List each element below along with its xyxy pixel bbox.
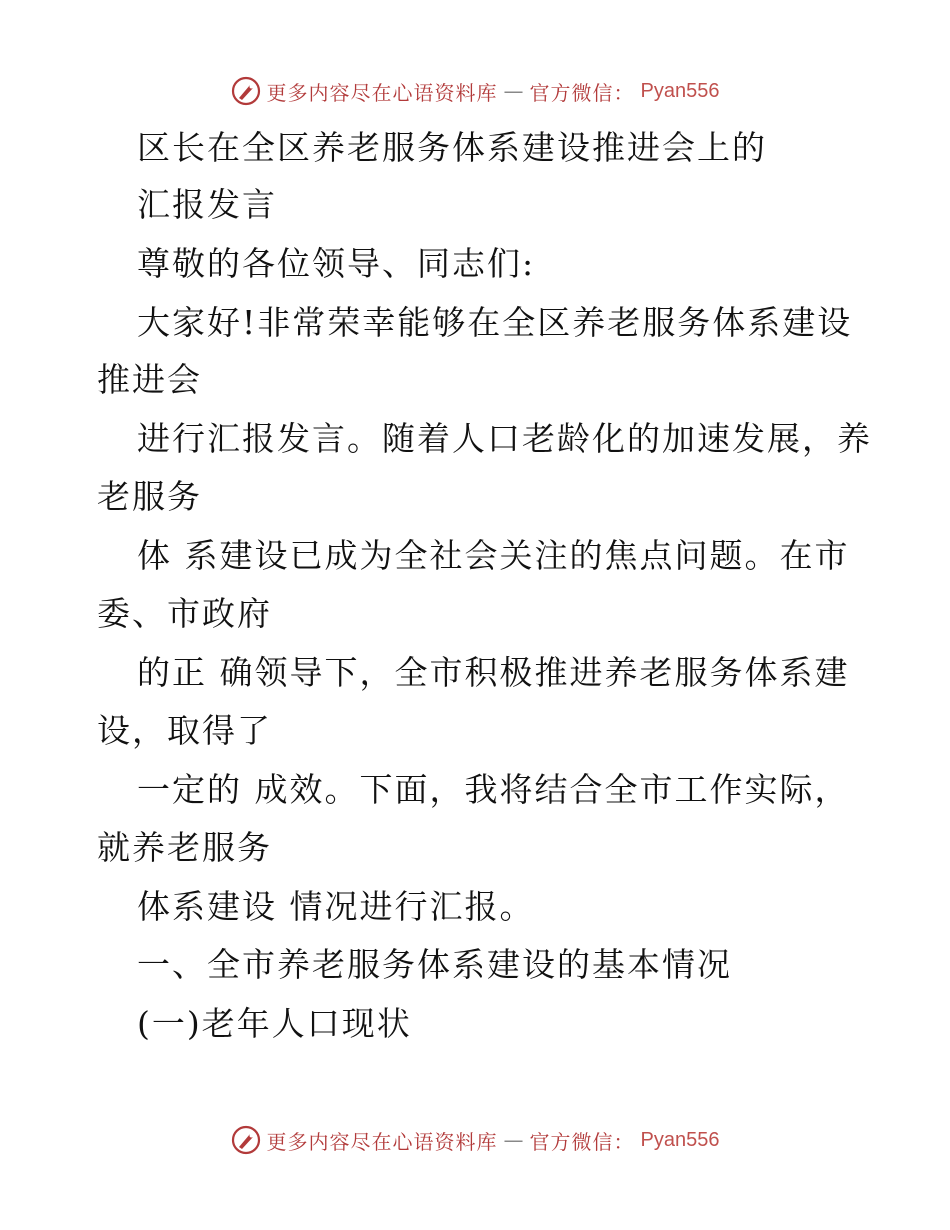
- watermark-text: 更多内容尽在心语资料库: [266, 80, 498, 105]
- pen-logo-icon: [231, 76, 261, 106]
- watermark-id: Pyan556: [640, 1128, 720, 1151]
- document-title-line1: 区长在全区养老服务体系建设推进会上的: [137, 128, 767, 167]
- paragraph-line: 一定的 成效。下面，我将结合全市工作实际，: [137, 770, 850, 809]
- watermark-channel: 官方微信：: [529, 1129, 635, 1154]
- paragraph-line: 体 系建设已成为全社会关注的焦点问题。在市: [137, 536, 850, 575]
- document-title-line2: 汇报发言: [137, 185, 277, 224]
- subsection-heading: (一)老年人口现状: [137, 1004, 412, 1043]
- watermark-id: Pyan556: [640, 79, 720, 102]
- paragraph-line: 老服务: [97, 477, 202, 516]
- paragraph-line: 设，取得了: [97, 711, 272, 750]
- paragraph-line: 的正 确领导下，全市积极推进养老服务体系建: [137, 653, 850, 692]
- paragraph-line: 推进会: [97, 360, 202, 399]
- paragraph-line: 体系建设 情况进行汇报。: [137, 887, 535, 926]
- pen-logo-icon: [231, 1125, 261, 1155]
- watermark-channel: 官方微信：: [529, 80, 635, 105]
- watermark-separator: —: [503, 79, 524, 103]
- paragraph-line: 就养老服务: [97, 828, 272, 867]
- paragraph-line: 委、市政府: [97, 594, 272, 633]
- watermark-text: 更多内容尽在心语资料库: [266, 1129, 498, 1154]
- section-heading: 一、全市养老服务体系建设的基本情况: [137, 945, 732, 984]
- header-watermark: [0, 74, 950, 108]
- salutation: 尊敬的各位领导、同志们:: [137, 244, 536, 283]
- footer-watermark: [0, 1123, 950, 1157]
- paragraph-line: 大家好!非常荣幸能够在全区养老服务体系建设: [137, 303, 853, 342]
- paragraph-line: 进行汇报发言。随着人口老龄化的加速发展，养: [137, 419, 872, 458]
- watermark-separator: —: [503, 1128, 524, 1152]
